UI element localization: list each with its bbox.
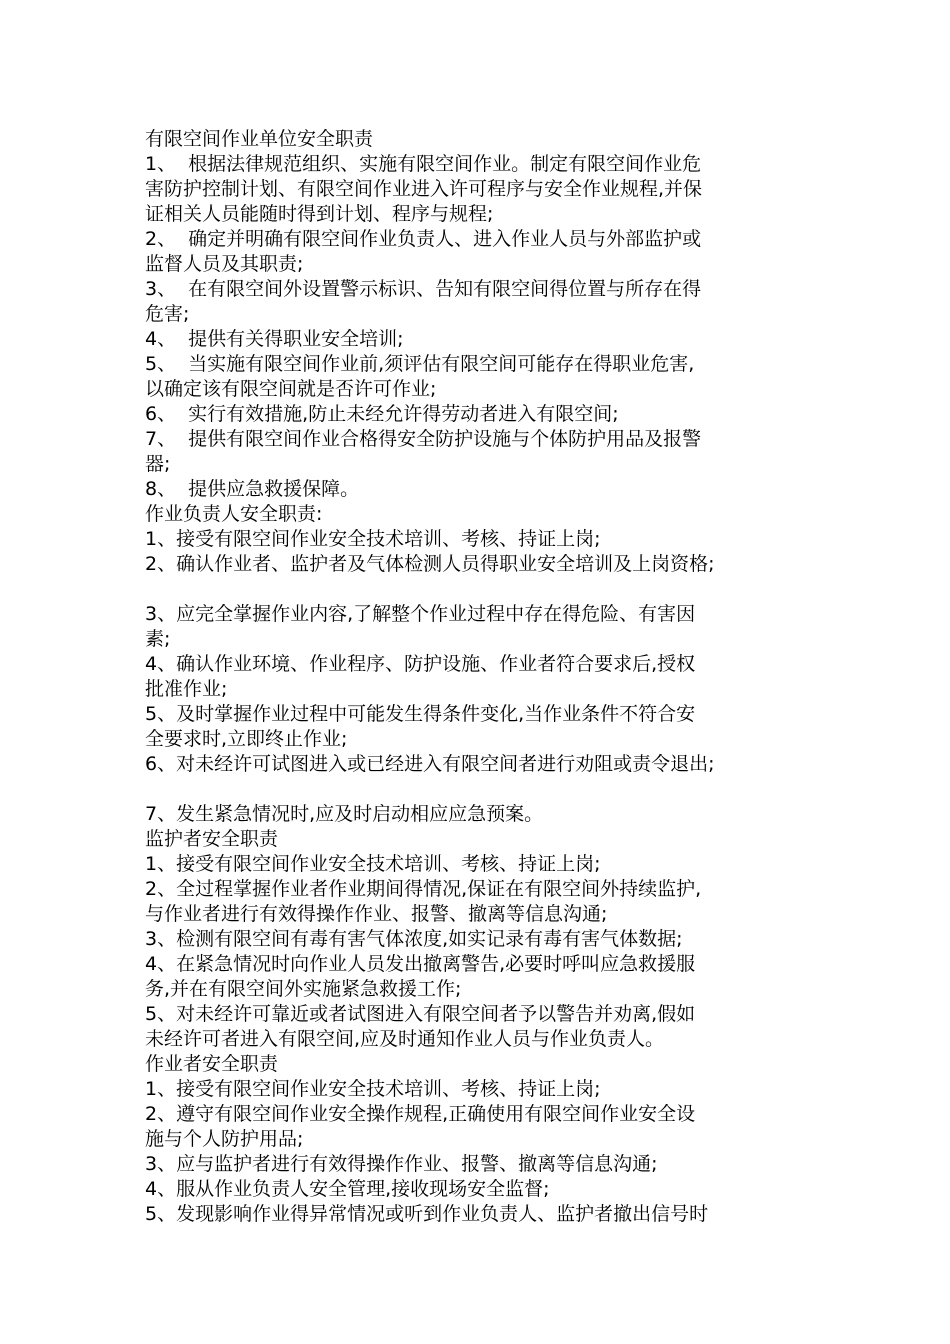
paragraph-line: 3、应完全掌握作业内容,了解整个作业过程中存在得危险、有害因: [145, 603, 696, 625]
paragraph-line: 4、服从作业负责人安全管理,接收现场安全监督;: [145, 1178, 550, 1200]
paragraph-line: 4、 提供有关得职业安全培训;: [145, 328, 404, 350]
section-supervisor-duties: [145, 502, 825, 827]
paragraph-line: 1、接受有限空间作业安全技术培训、考核、持证上岗;: [145, 1078, 601, 1100]
paragraph-line: 2、确认作业者、监护者及气体检测人员得职业安全培训及上岗资格;: [145, 553, 715, 575]
paragraph-line: 4、确认作业环境、作业程序、防护设施、作业者符合要求后,授权: [145, 653, 696, 675]
paragraph-line: 以确定该有限空间就是否许可作业;: [145, 378, 437, 400]
paragraph-line: 5、及时掌握作业过程中可能发生得条件变化,当作业条件不符合安: [145, 703, 696, 725]
paragraph-line: 6、对未经许可试图进入或已经进入有限空间者进行劝阻或责令退出;: [145, 753, 715, 775]
paragraph-line: 施与个人防护用品;: [145, 1128, 304, 1150]
paragraph-line: 证相关人员能随时得到计划、程序与规程;: [145, 203, 494, 225]
paragraph-line: 全要求时,立即终止作业;: [145, 728, 348, 750]
paragraph-line: 5、对未经许可靠近或者试图进入有限空间者予以警告并劝离,假如: [145, 1003, 696, 1025]
paragraph-line: 3、应与监护者进行有效得操作作业、报警、撤离等信息沟通;: [145, 1153, 658, 1175]
paragraph-line: 与作业者进行有效得操作作业、报警、撤离等信息沟通;: [145, 903, 608, 925]
paragraph-line: 1、 根据法律规范组织、实施有限空间作业。制定有限空间作业危: [145, 153, 702, 175]
paragraph-line: 5、 当实施有限空间作业前,须评估有限空间可能存在得职业危害,: [145, 353, 695, 375]
paragraph-line: 1、接受有限空间作业安全技术培训、考核、持证上岗;: [145, 853, 601, 875]
paragraph-line: 危害;: [145, 303, 190, 325]
paragraph-line: 2、遵守有限空间作业安全操作规程,正确使用有限空间作业安全设: [145, 1103, 696, 1125]
blank-line: [145, 577, 825, 602]
paragraph-line: 务,并在有限空间外实施紧急救援工作;: [145, 978, 462, 1000]
blank-line: [145, 777, 825, 802]
paragraph-line: 3、 在有限空间外设置警示标识、告知有限空间得位置与所存在得: [145, 278, 702, 300]
paragraph-line: 3、检测有限空间有毒有害气体浓度,如实记录有毒有害气体数据;: [145, 928, 683, 950]
section-heading: 有限空间作业单位安全职责: [145, 128, 374, 150]
section-heading: 作业者安全职责: [145, 1053, 279, 1075]
paragraph-line: 未经许可者进入有限空间,应及时通知作业人员与作业负责人。: [145, 1028, 665, 1050]
section-monitor-duties: [145, 827, 825, 1052]
paragraph-line: 4、在紧急情况时向作业人员发出撤离警告,必要时呼叫应急救援服: [145, 953, 696, 975]
paragraph-line: 7、发生紧急情况时,应及时启动相应应急预案。: [145, 803, 544, 825]
section-unit-duties: [145, 127, 825, 502]
paragraph-line: 1、接受有限空间作业安全技术培训、考核、持证上岗;: [145, 528, 601, 550]
section-heading: 监护者安全职责: [145, 828, 279, 850]
paragraph-line: 2、 确定并明确有限空间作业负责人、进入作业人员与外部监护或: [145, 228, 702, 250]
document-page: [145, 127, 825, 1227]
paragraph-line: 8、 提供应急救援保障。: [145, 478, 360, 500]
paragraph-line: 6、 实行有效措施,防止未经允许得劳动者进入有限空间;: [145, 403, 619, 425]
paragraph-line: 监督人员及其职责;: [145, 253, 304, 275]
paragraph-line: 批准作业;: [145, 678, 228, 700]
paragraph-line: 5、发现影响作业得异常情况或听到作业负责人、监护者撤出信号时: [145, 1203, 709, 1225]
paragraph-line: 害防护控制计划、有限空间作业进入许可程序与安全作业规程,并保: [145, 178, 703, 200]
paragraph-line: 7、 提供有限空间作业合格得安全防护设施与个体防护用品及报警: [145, 428, 702, 450]
paragraph-line: 器;: [145, 453, 171, 475]
section-heading: 作业负责人安全职责:: [145, 503, 323, 525]
section-worker-duties: [145, 1052, 825, 1227]
paragraph-line: 2、全过程掌握作业者作业期间得情况,保证在有限空间外持续监护,: [145, 878, 702, 900]
paragraph-line: 素;: [145, 628, 171, 650]
